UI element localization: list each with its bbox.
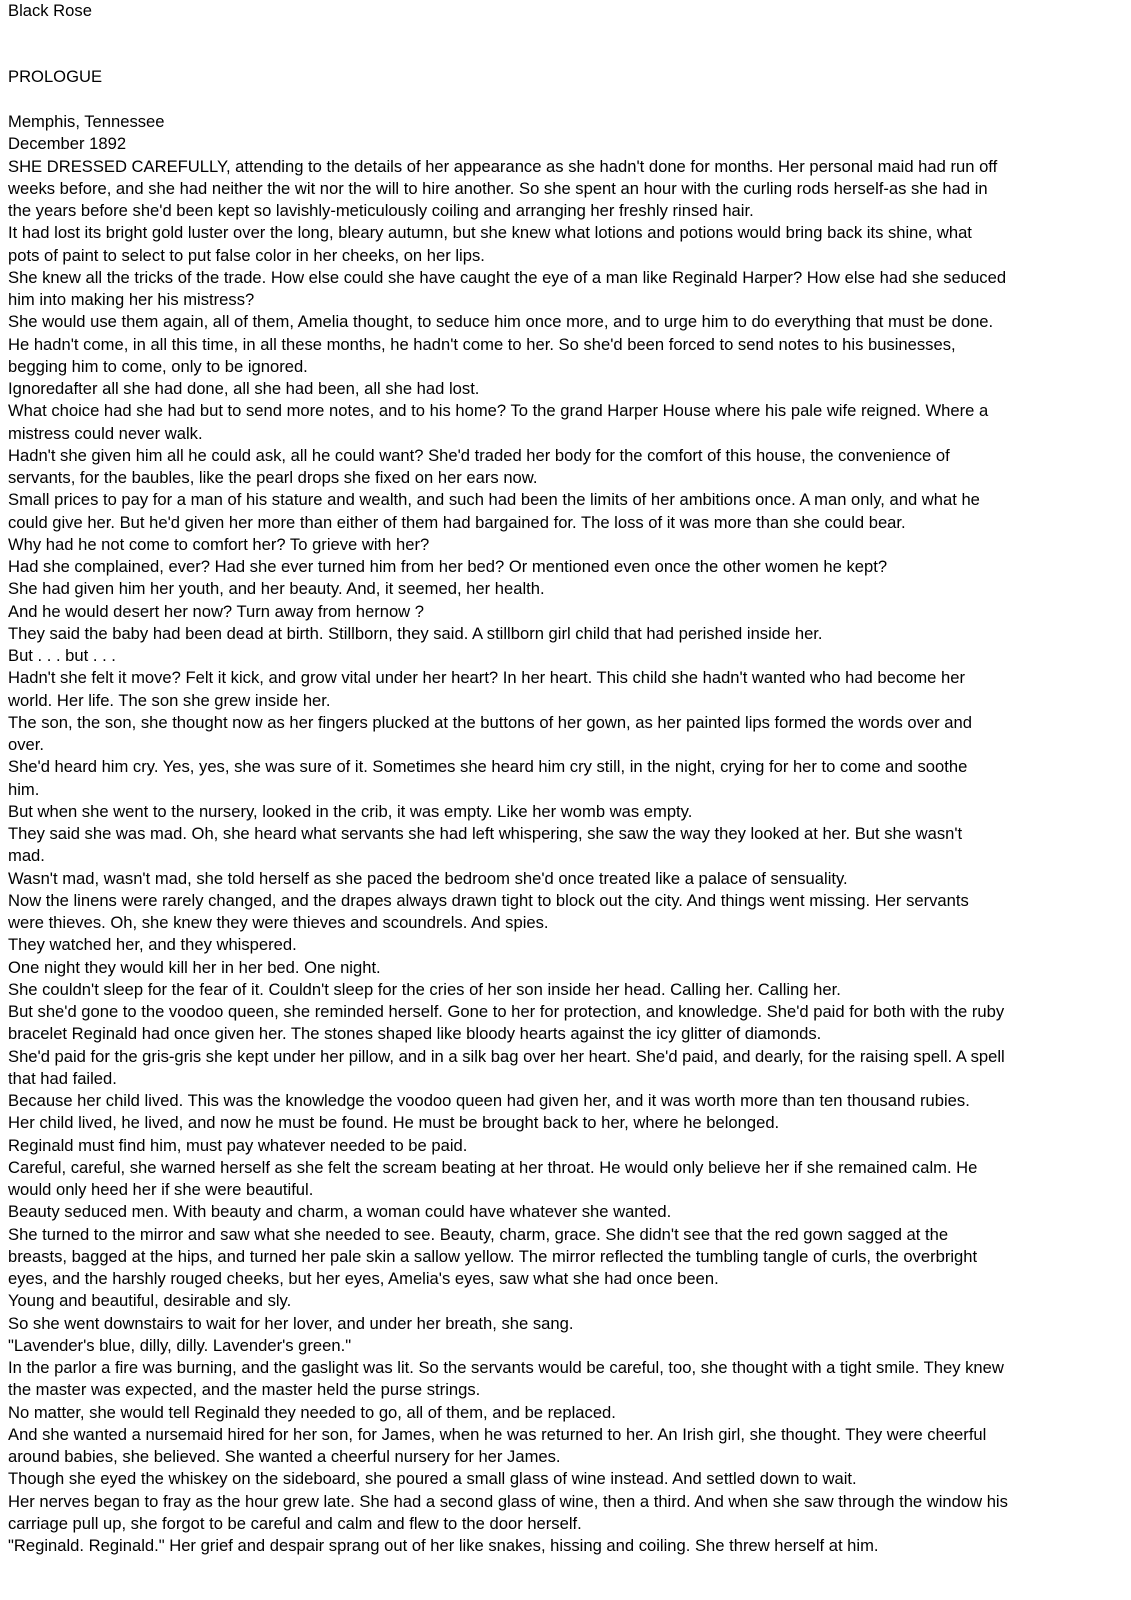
text-line: him into making her his mistress? [8,290,255,309]
text-line: They said the baby had been dead at birth. Stillborn, they said. A stillborn girl child that had perished inside her. [8,623,823,643]
document-title: Black Rose [8,1,92,20]
text-line: What choice had she had but to send more notes, and to his home? To the grand Harper House where his pale wife reigned. Where a [8,401,989,421]
text-line: The son, the son, she thought now as her fingers plucked at the buttons of her gown, as her painted lips formed the words over and [8,712,972,732]
text-line: the master was expected, and the master held the purse strings. [8,1380,481,1400]
text-line: She couldn't sleep for the fear of it. Couldn't sleep for the cries of her son inside her head. Calling her. Calling her. [8,979,841,999]
text-line: Though she eyed the whiskey on the sideboard, she poured a small glass of wine instead. And settled down to wait. [8,1469,857,1489]
text-line: December 1892 [8,134,127,154]
text-line: It had lost its bright gold luster over the long, bleary autumn, but she knew what lotions and potions would bring back its shine, what [8,223,972,243]
text-line: Reginald must find him, must pay whatever needed to be paid. [8,1135,468,1155]
text-line: In the parlor a fire was burning, and the gaslight was lit. So the servants would be careful, too, she thought with a tight smile. They knew [8,1358,1004,1377]
text-line: "Lavender's blue, dilly, dilly. Lavender's green." [8,1335,352,1355]
text-line: Because her child lived. This was the knowledge the voodoo queen had given her, and it was worth more than ten thousand rubies. [8,1091,970,1110]
text-line: One night they would kill her in her bed. One night. [8,957,381,977]
text-line: She would use them again, all of them, Amelia thought, to seduce him once more, and to urge him to do everything that must be done. [8,312,994,332]
text-line: mistress could never walk. [8,423,203,443]
text-line: No matter, she would tell Reginald they needed to go, all of them, and be replaced. [8,1402,616,1422]
text-line: She'd paid for the gris-gris she kept under her pillow, and in a silk bag over her heart. She'd paid, and dearly, for the raising spell. A spell [8,1046,1005,1066]
text-line: Hadn't she given him all he could ask, all he could want? She'd traded her body for the comfort of this house, the convenience of [8,445,950,465]
text-line: And he would desert her now? Turn away from hernow ? [8,601,424,621]
text-line: the years before she'd been kept so lavishly-meticulously coiling and arranging her freshly rinsed hair. [8,201,754,220]
text-line: weeks before, and she had neither the wit nor the will to hire another. So she spent an hour with the curling rods herself-as she had in [8,178,988,198]
text-line: SHE DRESSED CAREFULLY, attending to the details of her appearance as she hadn't done for months. Her personal maid had run off [8,156,998,176]
text-line: But she'd gone to the voodoo queen, she reminded herself. Gone to her for protection, and knowledge. She'd paid for both with the ruby [8,1002,1005,1021]
text-line: They said she was mad. Oh, she heard what servants she had left whispering, she saw the way they looked at her. But she wasn't [8,824,963,843]
text-line: Careful, careful, she warned herself as she felt the scream beating at her throat. He would only believe her if she remained calm. He [8,1157,978,1177]
text-line: So she went downstairs to wait for her lover, and under her breath, she sang. [8,1313,574,1333]
text-line: She'd heard him cry. Yes, yes, she was sure of it. Sometimes she heard him cry still, in the night, crying for her to come and soothe [8,757,968,777]
text-line: Had she complained, ever? Had she ever turned him from her bed? Or mentioned even once the other women he kept? [8,557,888,576]
text-line: world. Her life. The son she grew inside her. [8,690,331,710]
text-line: around babies, she believed. She wanted a cheerful nursery for her James. [8,1447,561,1466]
text-line: over. [8,735,44,754]
text-line: She had given him her youth, and her beauty. And, it seemed, her health. [8,579,545,599]
text-line: that had failed. [8,1068,117,1088]
text-line: bracelet Reginald had once given her. The stones shaped like bloody hearts against the icy glitter of diamonds. [8,1024,822,1044]
document-body [8,111,1123,1557]
text-line: him. [8,779,40,799]
text-line: He hadn't come, in all this time, in all these months, he hadn't come to her. So she'd been forced to send notes to his businesses, [8,334,956,354]
text-line: But . . . but . . . [8,646,116,665]
text-line: mad. [8,846,45,866]
text-line: Memphis, Tennessee [8,112,165,131]
text-line: She turned to the mirror and saw what she needed to see. Beauty, charm, grace. She didn't see that the red gown sagged at the [8,1224,949,1244]
text-line: were thieves. Oh, she knew they were thieves and scoundrels. And spies. [8,913,549,932]
text-line: Why had he not come to comfort her? To grieve with her? [8,534,430,554]
text-line: Beauty seduced men. With beauty and charm, a woman could have whatever she wanted. [8,1202,672,1222]
text-line: eyes, and the harshly rouged cheeks, but her eyes, Amelia's eyes, saw what she had once been. [8,1269,719,1288]
text-line: She knew all the tricks of the trade. How else could she have caught the eye of a man like Reginald Harper? How else had she seduced [8,267,1007,287]
chapter-heading: PROLOGUE [8,67,103,86]
text-line: servants, for the baubles, like the pearl drops she fixed on her ears now. [8,468,538,487]
text-line: could give her. But he'd given her more than either of them had bargained for. The loss of it was more than she could bear. [8,512,906,532]
text-line: "Reginald. Reginald." Her grief and despair sprang out of her like snakes, hissing and coiling. She threw herself at him. [8,1536,879,1555]
text-line: Young and beautiful, desirable and sly. [8,1291,292,1311]
text-line: would only heed her if she were beautiful. [8,1180,314,1199]
text-line: Her child lived, he lived, and now he must be found. He must be brought back to her, where he belonged. [8,1113,780,1133]
text-line: pots of paint to select to put false color in her cheeks, on her lips. [8,245,485,265]
text-line: Hadn't she felt it move? Felt it kick, and grow vital under her heart? In her heart. This child she hadn't wanted who had become her [8,668,966,688]
text-line: Small prices to pay for a man of his stature and wealth, and such had been the limits of her ambitions once. A man only, and what he [8,490,980,510]
text-line: But when she went to the nursery, looked in the crib, it was empty. Like her womb was empty. [8,801,693,821]
text-line: Her nerves began to fray as the hour grew late. She had a second glass of wine, then a third. And when she saw through the window his [8,1491,1008,1511]
text-line: And she wanted a nursemaid hired for her son, for James, when he was returned to her. An Irish girl, she thought. They were cheerful [8,1424,987,1444]
text-line: Now the linens were rarely changed, and the drapes always drawn tight to block out the city. And things went missing. Her servants [8,890,969,910]
text-line: begging him to come, only to be ignored. [8,356,308,376]
text-line: They watched her, and they whispered. [8,935,297,955]
text-line: Wasn't mad, wasn't mad, she told herself as she paced the bedroom she'd once treated like a palace of sensuality. [8,868,848,888]
text-line: carriage pull up, she forgot to be careful and calm and flew to the door herself. [8,1513,582,1533]
text-line: breasts, bagged at the hips, and turned her pale skin a sallow yellow. The mirror reflected the tumbling tangle of curls, the overbright [8,1246,978,1266]
text-line: Ignoredafter all she had done, all she had been, all she had lost. [8,379,480,398]
